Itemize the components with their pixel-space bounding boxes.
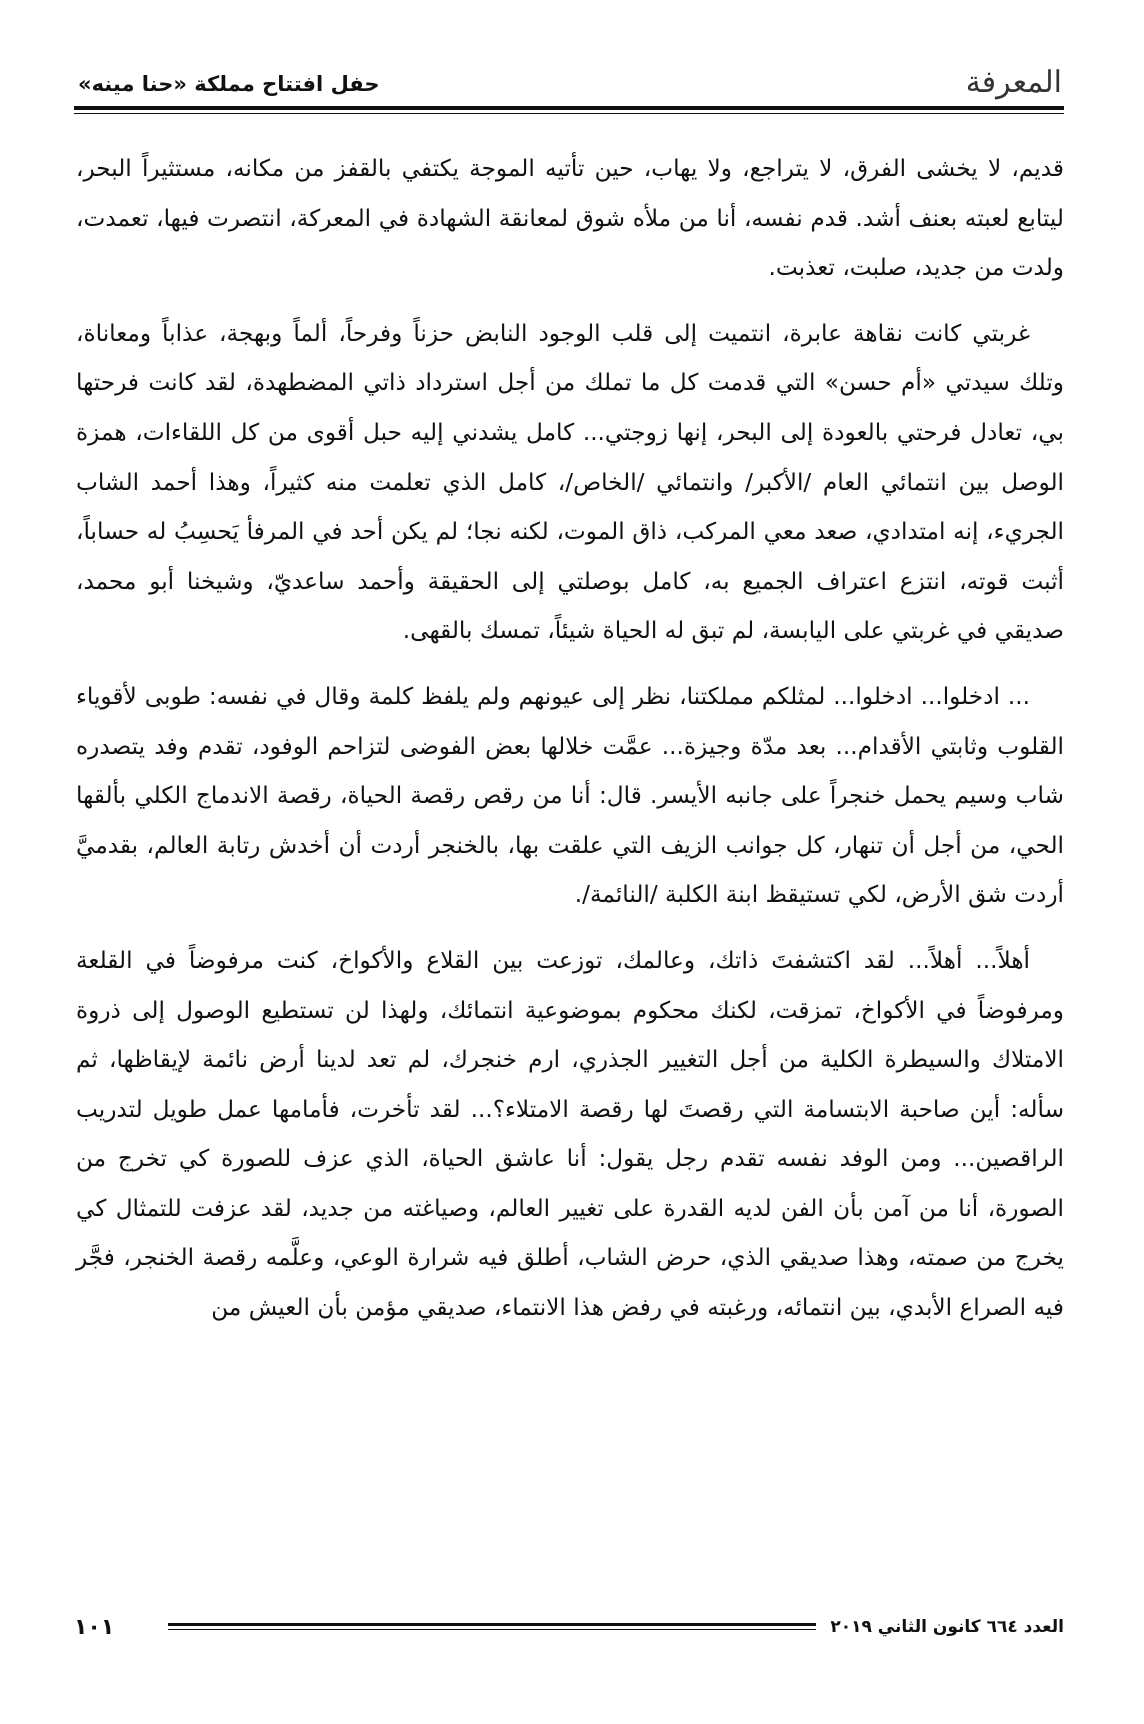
article-title: حفل افتتاح مملكة «حنا مينه» [78,72,380,96]
footer-rule [168,1622,816,1632]
paragraph-2: غربتي كانت نقاهة عابرة، انتميت إلى قلب الوجود النابض حزناً وفرحاً، ألماً وبهجة، عذاباً ومعاناة، وتلك سيدتي «أم حسن» التي قدمت كل ما تملك من أجل استرداد ذاتي المضطهدة، لقد كانت فرحتها بي، تعادل فرحتي بالعودة إلى البحر، إنها زوجتي... كامل يشدني إليه حبل أقوى من كل اللقاءات، همزة الوصل بين انتمائي العام /الأكبر/ وانتمائي /الخاص/، كامل الذي تعلمت منه كثيراً، وهذا أحمد الشاب الجريء، إنه امتدادي، صعد معي المركب، ذاق الموت، لكنه نجا؛ لم يكن أحد في المرفأ يَحسِبُ له حساباً، أثبت قوته، انتزع اعتراف الجميع به، كامل بوصلتي إلى الحقيقة وأحمد ساعديّ، وشيخنا أبو محمد، صديقي في غربتي على اليابسة، لم تبق له الحياة شيئاً، تمسك بالقهى. [76,319,1064,645]
page-number: ١٠١ [74,1614,115,1640]
page-footer [74,1610,1064,1644]
paragraph-4: أهلاً... أهلاً... لقد اكتشفتَ ذاتك، وعالمك، توزعت بين القلاع والأكواخ، كنت مرفوضاً في القلعة ومرفوضاً في الأكواخ، تمزقت، لكنك محكوم بموضوعية انتمائك، ولهذا لن تستطيع الوصول إلى ذروة الامتلاك والسيطرة الكلية من أجل التغيير الجذري، ارم خنجرك، لم تعد لدينا أرض نائمة لإيقاظها، ثم سأله: أين صاحبة الابتسامة التي رقصتَ لها رقصة الامتلاء؟... لقد تأخرت، فأمامها عمل طويل لتدريب الراقصين... ومن الوفد نفسه تقدم رجل يقول: أنا عاشق الحياة، الذي عزف للصورة كي تخرج من الصورة، أنا من آمن بأن الفن لديه القدرة على تغيير العالم، وصياغته من جديد، لقد عزفت للتمثال كي يخرج من صمته، وهذا صديقي الذي، حرض الشاب، أطلق فيه شرارة الوعي، وعلَّمه رقصة الخنجر، فجَّر فيه الصراع الأبدي، بين انتمائه، ورغبته في رفض هذا الانتماء، صديقي مؤمن بأن العيش من [76,946,1064,1322]
header-rule-thin [74,113,1064,114]
header-rule-thick [74,106,1064,110]
magazine-logo: المعرفة [965,65,1062,100]
article-body [76,144,1064,1349]
paragraph-1: قديم، لا يخشى الفرق، لا يتراجع، ولا يهاب، حين تأتيه الموجة يكتفي بالقفز من مكانه، مستثيراً البحر، ليتابع لعبته بعنف أشد. قدم نفسه، أنا من ملأه شوق لمعانقة الشهادة في المعركة، انتصرت فيها، تعمدت، ولدت من جديد، صلبت، تعذبت. [76,155,1064,282]
issue-info: العدد ٦٦٤ كانون الثاني ٢٠١٩ [830,1617,1064,1637]
paragraph-3: ... ادخلوا... ادخلوا... لمثلكم مملكتنا، نظر إلى عيونهم ولم يلفظ كلمة وقال في نفسه: طوبى لأقوياء القلوب وثابتي الأقدام... بعد مدّة وجيزة... عمَّت خلالها بعض الفوضى لتزاحم الوفود، تقدم وفد يتصدره شاب وسيم يحمل خنجراً على جانبه الأيسر. قال: أنا من رقص رقصة الحياة، رقصة الاندماج الكلي بألقها الحي، من أجل أن تنهار، كل جوانب الزيف التي علقت بها، بالخنجر أردت أن أخدش رتابة العالم، بقدميَّ أردت شق الأرض، لكي تستيقظ ابنة الكلبة /النائمة/. [76,682,1064,909]
page-header [78,50,1062,100]
